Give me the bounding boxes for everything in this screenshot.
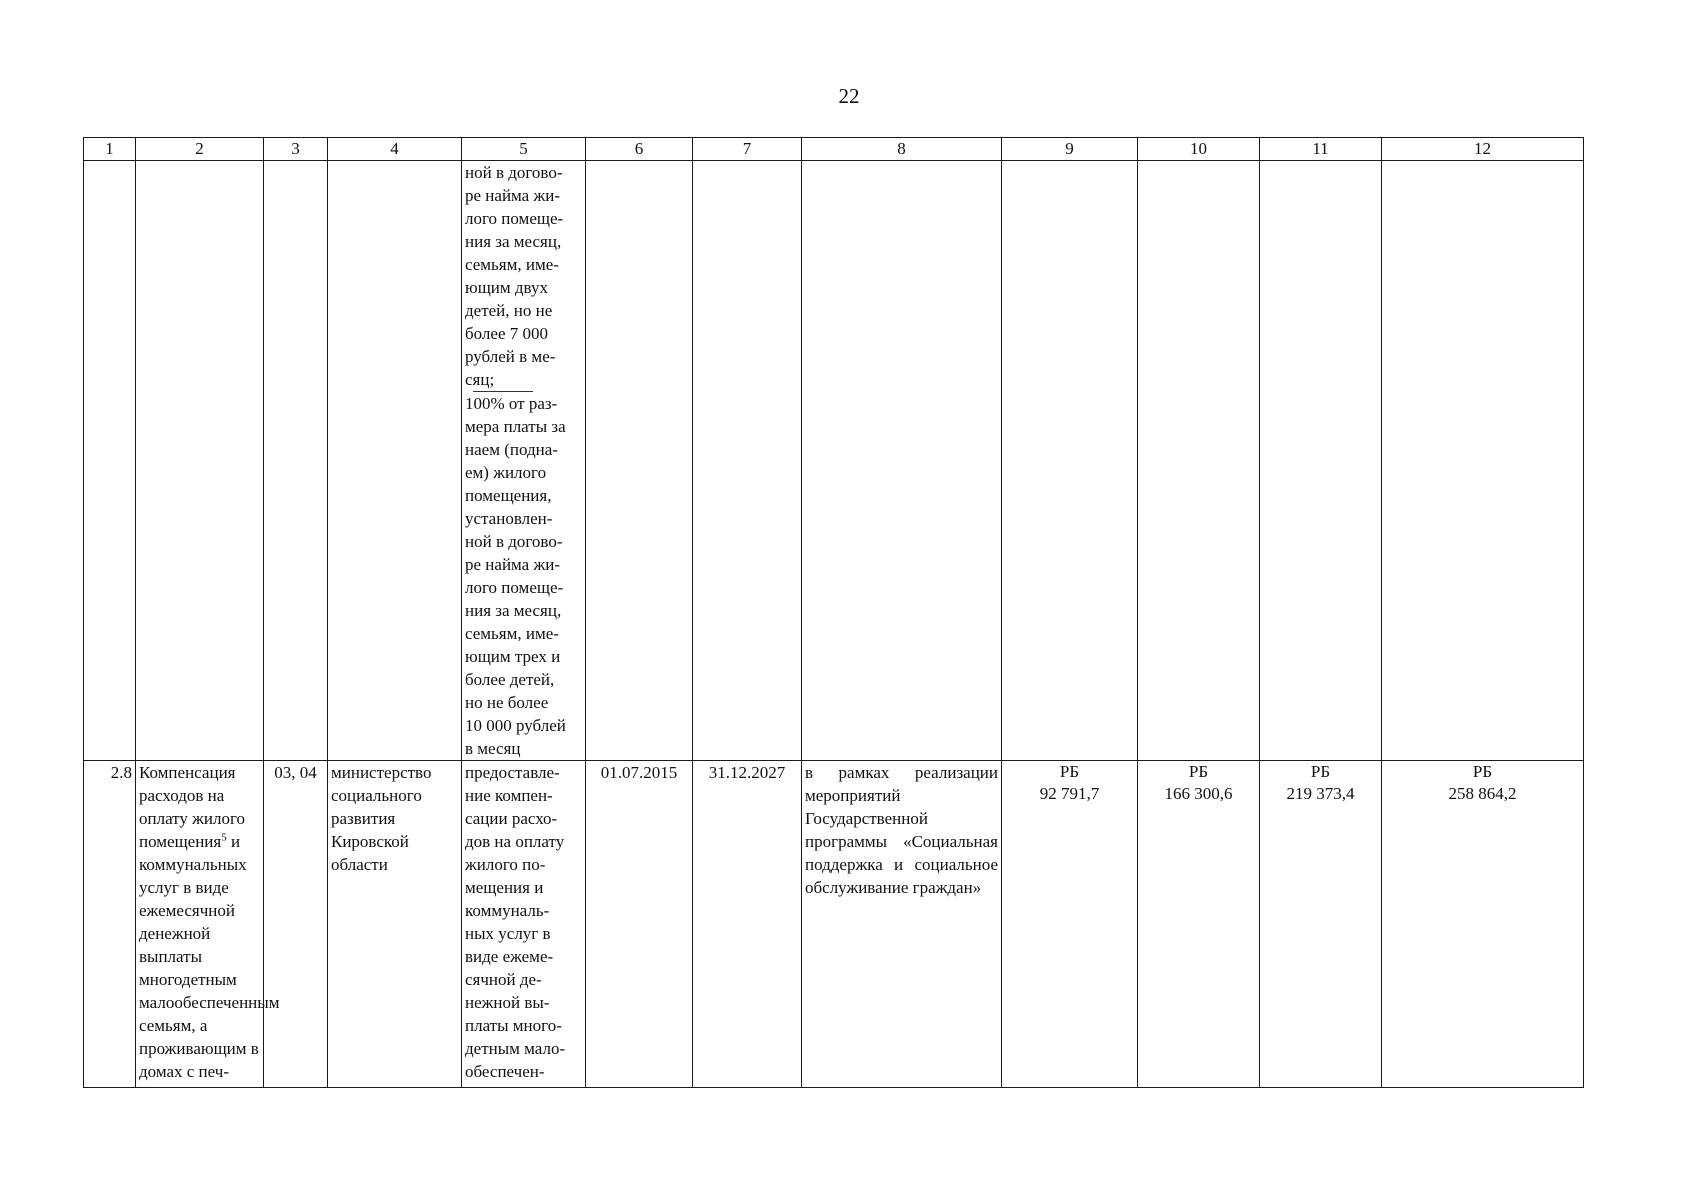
funding-col-12 [1382,761,1584,1088]
header-col-3: 3 [264,138,328,161]
table-row-2-8 [84,761,1584,1088]
header-col-1: 1 [84,138,136,161]
program-table [83,137,1584,1088]
cell [1138,161,1260,761]
measure-description: предоставле- ние компен- сации расхо- дов на оплату жилого по- мещения и коммуналь- ных услуг в виде ежеме- сячной де- нежной вы- платы много- детным мало- обеспечен- [462,761,586,1088]
cell [802,161,1002,761]
header-col-9: 9 [1002,138,1138,161]
header-col-12: 12 [1382,138,1584,161]
header-col-5: 5 [462,138,586,161]
cell [84,161,136,761]
funding-col-10 [1138,761,1260,1088]
page-number: 22 [838,84,860,108]
header-col-6: 6 [586,138,693,161]
header-col-11: 11 [1260,138,1382,161]
header-col-2: 2 [136,138,264,161]
funding-col-11 [1260,761,1382,1088]
codes: 03, 04 [264,761,328,1088]
header-col-7: 7 [693,138,802,161]
funding-source: РБ [1310,762,1331,781]
start-date: 01.07.2015 [586,761,693,1088]
cell [328,161,462,761]
funding-amount: 92 791,7 [1039,784,1100,803]
funding-source: РБ [1188,762,1209,781]
funding-amount: 258 864,2 [1448,784,1517,803]
measure-name: Компенсация расходов на оплату жилого помещения$^5$ и коммунальных услуг в виде ежемесячной денежной выплаты многодетным малообеспеченным семьям, а проживающим в домах с печ- [136,761,264,1088]
cell [1382,161,1584,761]
cell [264,161,328,761]
funding-col-9 [1002,761,1138,1088]
cell [136,161,264,761]
cell [1002,161,1138,761]
continuation-row [84,161,1584,761]
header-col-4: 4 [328,138,462,161]
cell [1260,161,1382,761]
footnote-mark: 5 [221,831,227,844]
header-col-10: 10 [1138,138,1260,161]
end-date: 31.12.2027 [693,761,802,1088]
header-col-8: 8 [802,138,1002,161]
row-number: 2.8 [84,761,136,1088]
funding-amount: 166 300,6 [1164,784,1233,803]
continuation-measure-description: ной в догово- ре найма жи- лого помеще- ния за месяц, семьям, име- ющим двух детей, но не более 7 000 рублей в ме- сяц; 100% от раз- мера платы за наем (подна- ем) жилого помещения, установлен- ной в догово- ре найма жи- лого помеще- ния за месяц, семьям, име- ющим трех и более детей, но не более 10 000 рублей в месяц [462,161,586,761]
header-row [84,138,1584,161]
program-reference: в рамках реализации мероприятий Государственной программы «Социальная поддержка и социальное обслуживание граждан» [802,761,1002,1088]
funding-amount: 219 373,4 [1286,784,1355,803]
cell [586,161,693,761]
funding-source: РБ [1472,762,1493,781]
cell [693,161,802,761]
executor: министерство социального развития Кировской области [328,761,462,1088]
funding-source: РБ [1059,762,1080,781]
